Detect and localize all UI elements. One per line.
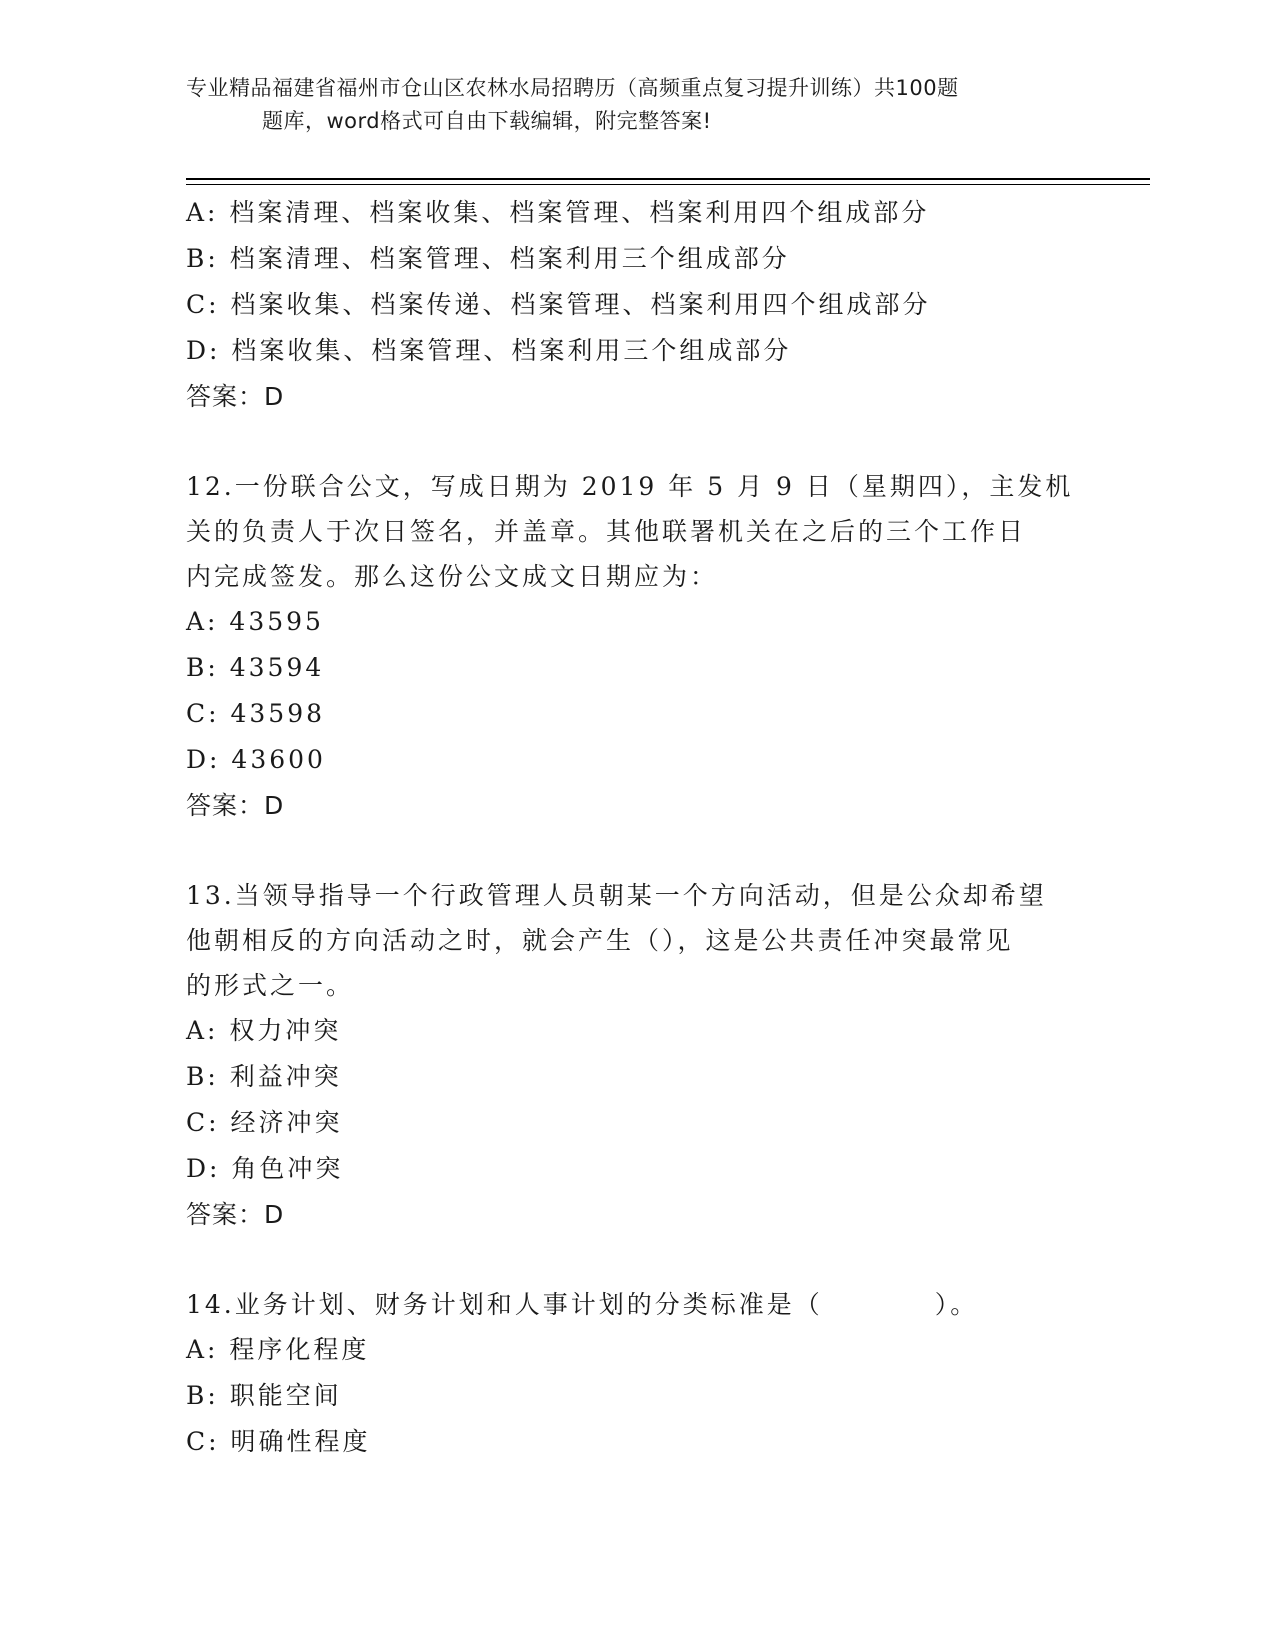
question-text-line: 12.一份联合公文，写成日期为 2019 年 5 月 9 日（星期四），主发机 [186,472,1074,501]
question-14 [186,1282,1086,1465]
question-11 [186,190,1086,420]
header-rule-thick [186,178,1150,180]
question-12 [186,464,1086,829]
option-c: C: 43598 [186,699,326,728]
option-a: A: 档案清理、档案收集、档案管理、档案利用四个组成部分 [186,198,930,227]
option-a: A: 43595 [186,607,324,636]
option-b: B: 档案清理、档案管理、档案利用三个组成部分 [186,244,790,273]
answer: 答案：D [186,382,285,411]
question-text-line: 14.业务计划、财务计划和人事计划的分类标准是（ ）。 [186,1290,979,1319]
option-c: C: 明确性程度 [186,1427,371,1456]
question-text-line: 的形式之一。 [186,971,355,1000]
option-b: B: 职能空间 [186,1381,342,1410]
document-header [186,72,1086,138]
header-line-1: 专业精品福建省福州市仓山区农林水局招聘历（高频重点复习提升训练）共100题 [186,76,959,100]
option-c: C: 经济冲突 [186,1108,343,1137]
option-c: C: 档案收集、档案传递、档案管理、档案利用四个组成部分 [186,290,931,319]
answer: 答案：D [186,1200,285,1229]
option-d: D: 角色冲突 [186,1154,344,1183]
answer: 答案：D [186,791,285,820]
option-d: D: 43600 [186,745,326,774]
header-rule-thin [186,184,1150,185]
question-content [186,190,1086,1465]
option-b: B: 利益冲突 [186,1062,342,1091]
option-d: D: 档案收集、档案管理、档案利用三个组成部分 [186,336,792,365]
option-a: A: 程序化程度 [186,1335,370,1364]
option-a: A: 权力冲突 [186,1016,342,1045]
question-text-line: 13.当领导指导一个行政管理人员朝某一个方向活动，但是公众却希望 [186,881,1047,910]
question-text-line: 关的负责人于次日签名，并盖章。其他联署机关在之后的三个工作日 [186,517,1027,546]
question-text-line: 内完成签发。那么这份公文成文日期应为： [186,562,719,591]
question-13 [186,873,1086,1238]
option-b: B: 43594 [186,653,325,682]
question-text-line: 他朝相反的方向活动之时，就会产生（），这是公共责任冲突最常见 [186,926,1014,955]
header-line-2: 题库，word格式可自由下载编辑，附完整答案! [262,109,712,133]
